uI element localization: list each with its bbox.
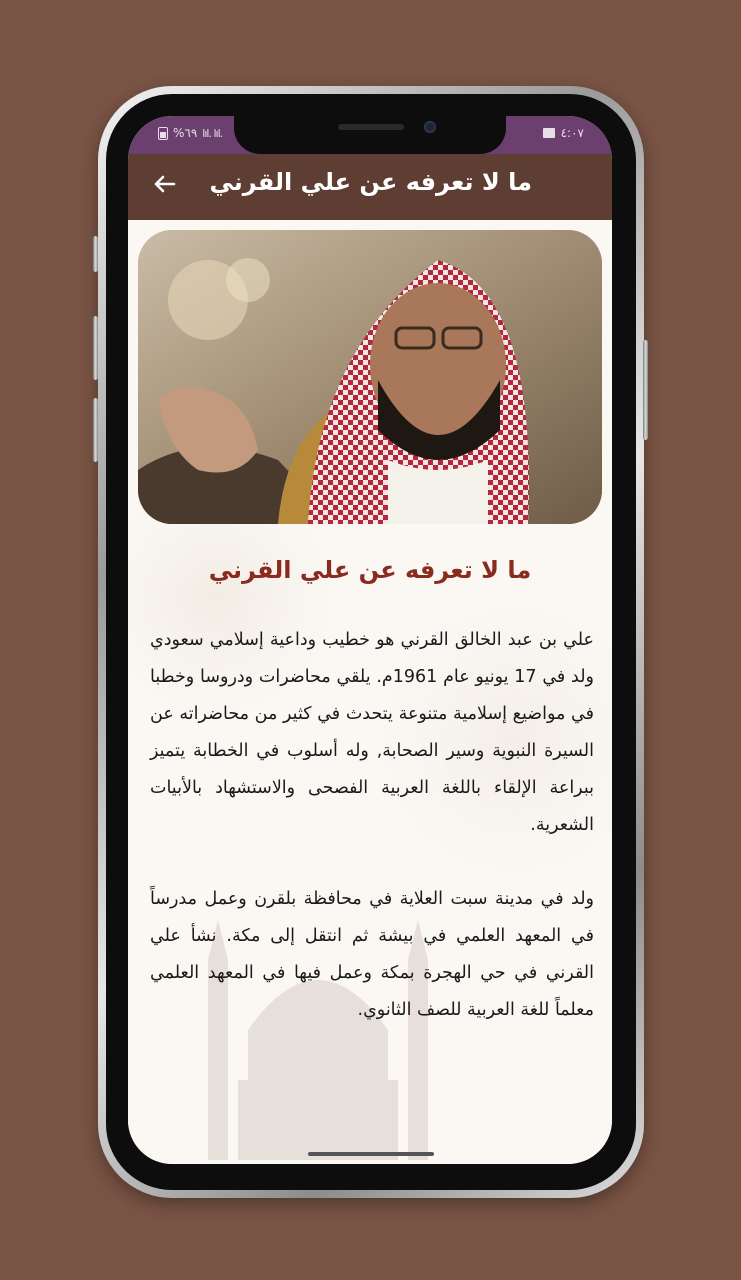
home-indicator[interactable]	[308, 1152, 434, 1156]
status-left	[158, 126, 222, 140]
camera-notch	[234, 116, 506, 154]
earpiece-speaker	[338, 124, 404, 130]
signal-icon: lıl. lıl.	[202, 126, 223, 140]
phone-screen	[128, 116, 612, 1164]
battery-icon	[158, 127, 168, 140]
article-heading: ما لا تعرفه عن علي القرني	[208, 556, 532, 584]
phone-power-button	[643, 340, 648, 440]
article-content[interactable]	[128, 220, 612, 1164]
scholar-photo	[138, 230, 602, 524]
phone-volume-up-button	[93, 316, 98, 380]
arrow-back-icon[interactable]	[148, 168, 180, 200]
article-body	[150, 622, 594, 1066]
battery-percent: %٦٩	[173, 126, 198, 140]
status-time: ٤:٠٧	[560, 126, 584, 140]
front-camera	[424, 121, 436, 133]
gallery-icon	[543, 128, 555, 138]
app-bar	[128, 154, 612, 220]
article-paragraph-2: ولد في مدينة سبت العلاية في محافظة بلقرن وعمل مدرساً في المعهد العلمي في بيشة ثم انتقل إلى مكة. نشأ علي القرني في حي الهجرة بمكة وعمل فيها في المعهد العلمي معلماً للغة العربية للصف الثانوي.	[150, 889, 594, 1020]
article-paragraph-1: علي بن عبد الخالق القرني هو خطيب وداعية إسلامي سعودي ولد في 17 يونيو عام 1961م. يلقي محاضرات ودروسا وخطبا في مواضيع إسلامية متنوعة يتحدث في كثير من محاضراته عن السيرة النبوية وسير الصحابة, وله أسلوب في الخطابة يتميز ببراعة الإلقاء باللغة العربية الفصحى والاستشهاد بالأبيات الشعرية.	[150, 630, 595, 835]
phone-volume-down-button	[93, 398, 98, 462]
app-title: ما لا تعرفه عن علي القرني	[209, 168, 532, 196]
phone-side-button	[93, 236, 98, 272]
status-right	[543, 126, 584, 140]
